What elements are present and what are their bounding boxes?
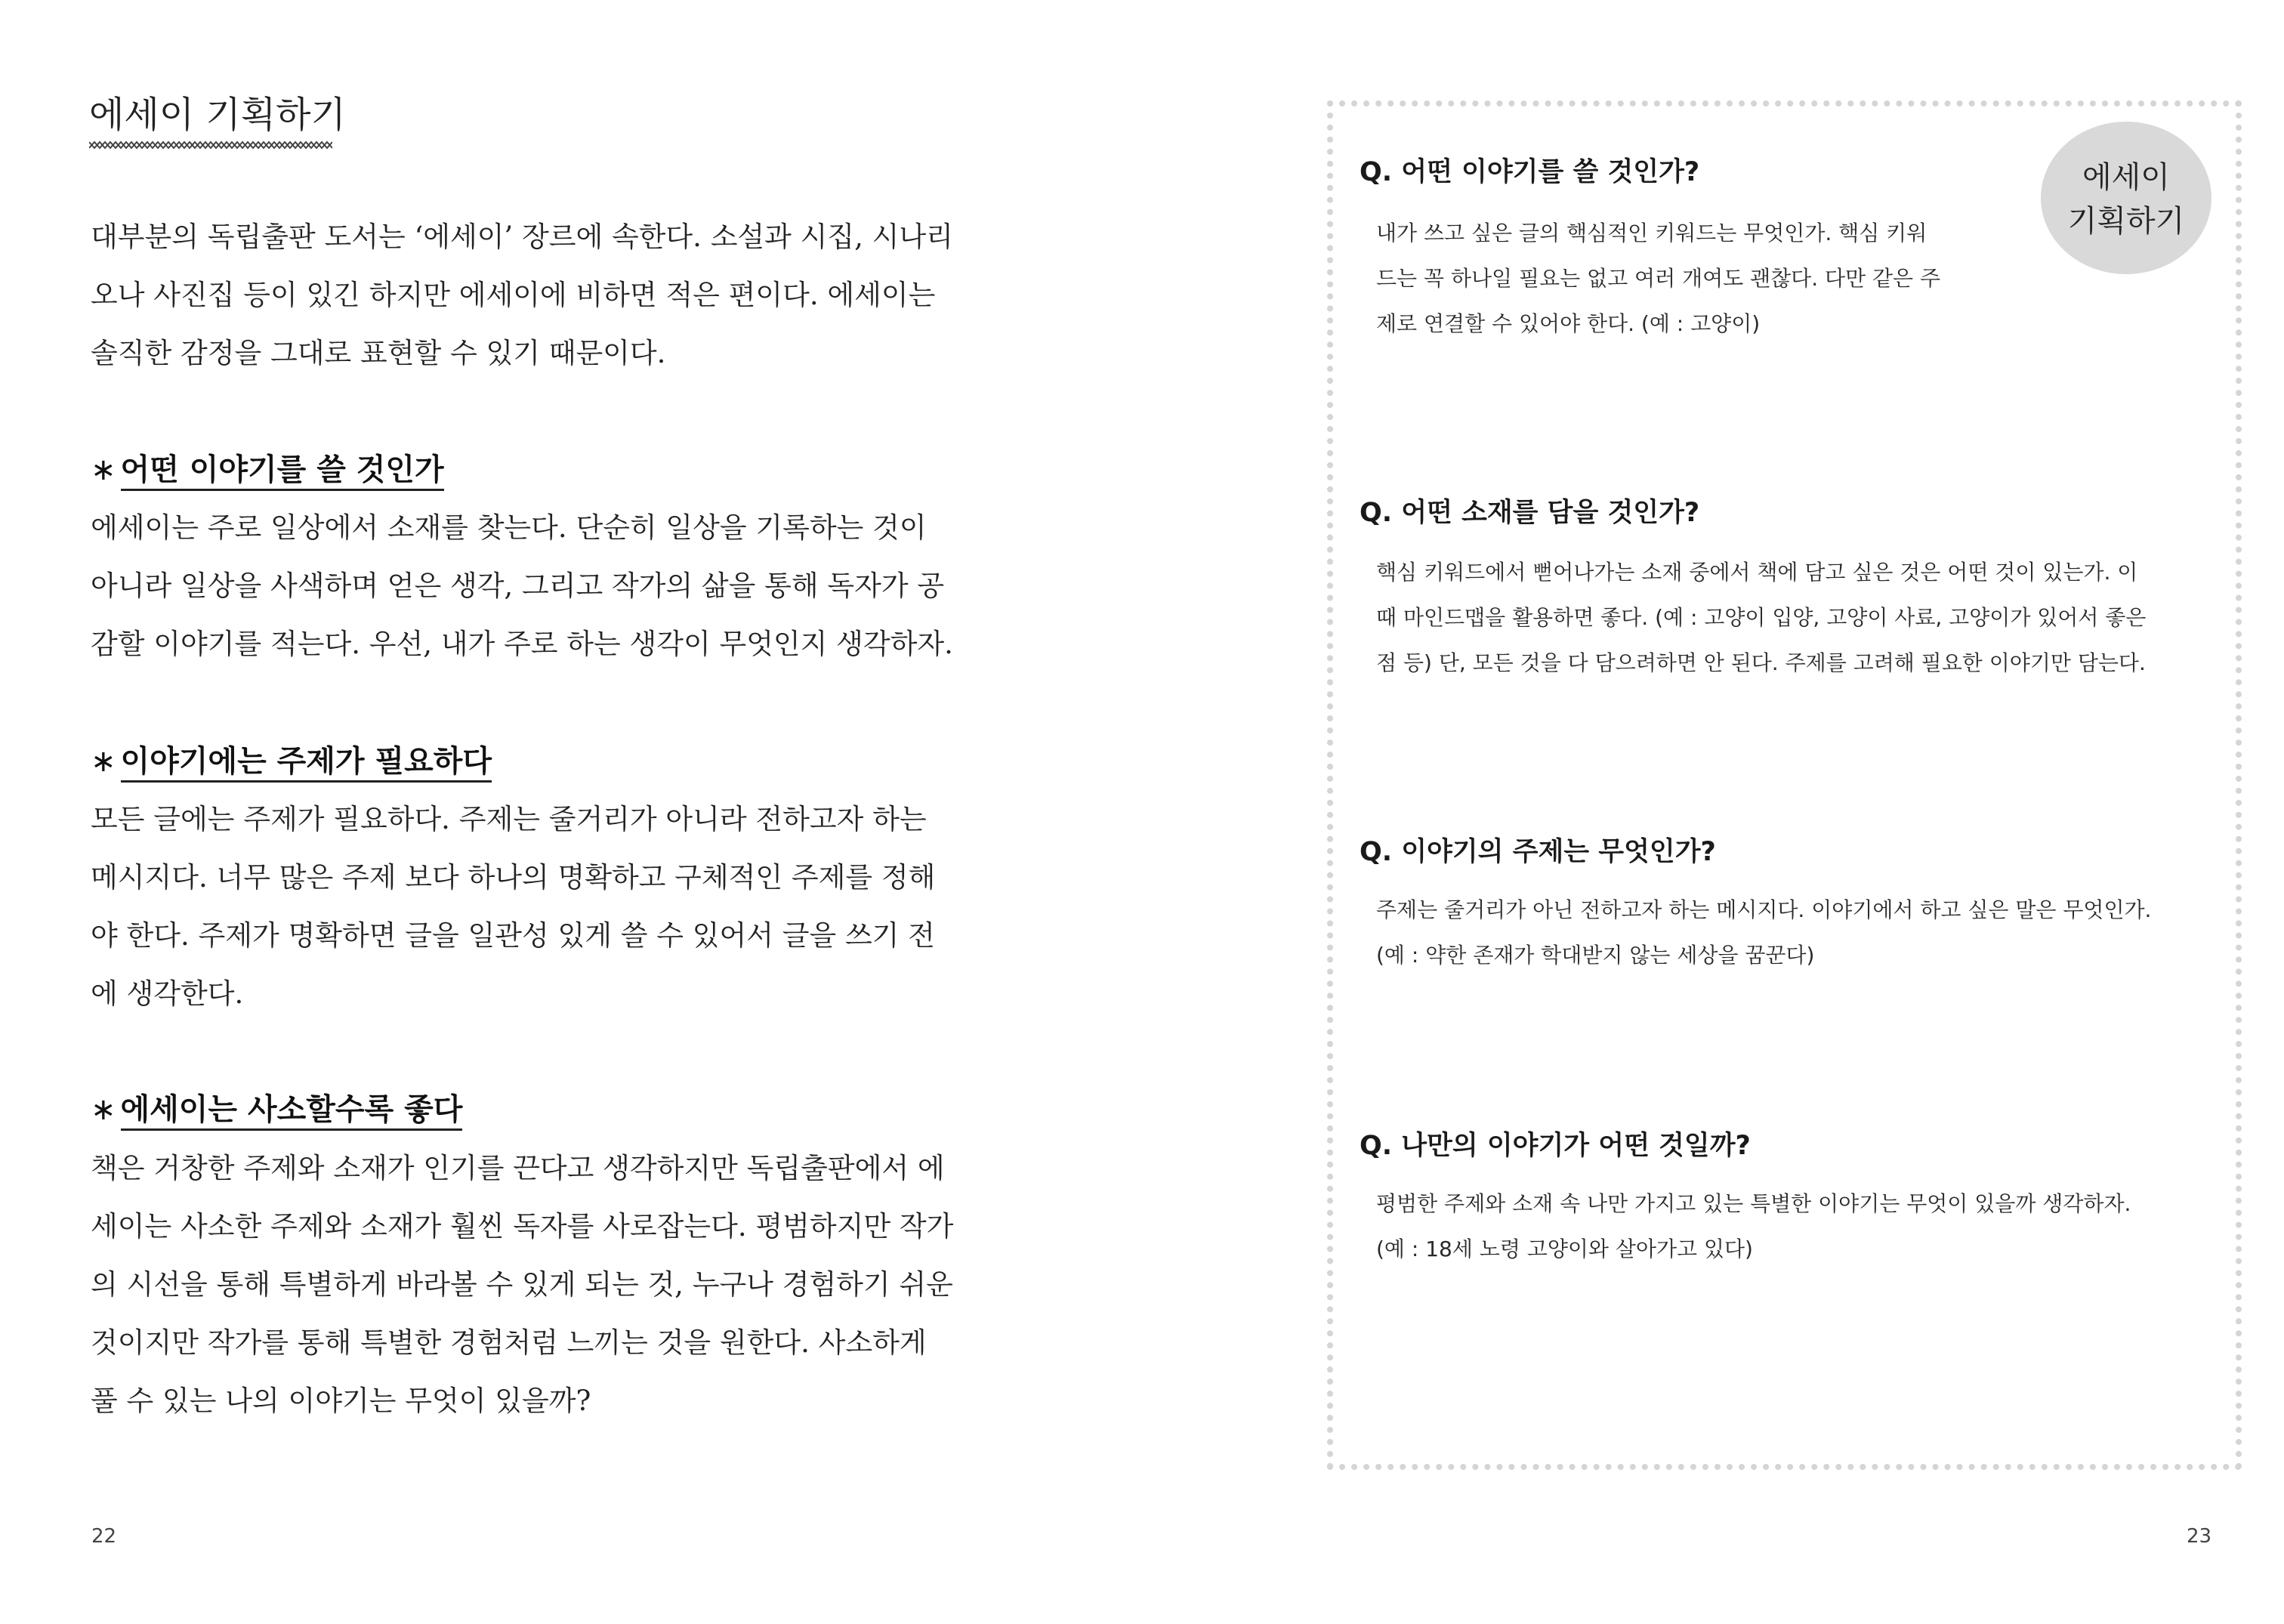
text-line: (예 : 약한 존재가 학대받지 않는 세상을 꿈꾼다) xyxy=(1376,943,1815,968)
intro-paragraph xyxy=(91,208,967,382)
text-line: 에 생각한다. xyxy=(91,977,244,1010)
question-title: Q. 나만의 이야기가 어떤 것일까? xyxy=(1360,1131,1751,1161)
section-paragraph xyxy=(91,1139,967,1430)
text-line: 에세이는 주로 일상에서 소재를 찾는다. 단순히 일상을 기록하는 것이 xyxy=(91,511,927,544)
question-body xyxy=(1376,211,1940,347)
text-line: 모든 글에는 주제가 필요하다. 주제는 줄거리가 아니라 전하고자 하는 xyxy=(91,803,927,835)
section-heading-text: 이야기에는 주제가 필요하다 xyxy=(121,744,492,783)
chapter-badge xyxy=(2041,122,2211,274)
text-line: 감할 이야기를 적는다. 우선, 내가 주로 하는 생각이 무엇인지 생각하자. xyxy=(91,628,953,660)
question-title: Q. 어떤 소재를 담을 것인가? xyxy=(1360,498,1700,528)
section-heading xyxy=(91,1088,462,1131)
text-line: 점 등) 단, 모든 것을 다 담으려하면 안 된다. 주제를 고려해 필요한 이야기만 담는다. xyxy=(1376,650,2146,675)
text-line: 오나 사진집 등이 있긴 하지만 에세이에 비하면 적은 편이다. 에세이는 xyxy=(91,279,936,311)
text-line: 드는 꼭 하나일 필요는 없고 여러 개여도 괜찮다. 다만 같은 주 xyxy=(1376,266,1941,291)
asterisk-icon: ∗ xyxy=(91,452,116,487)
text-line: 때 마인드맵을 활용하면 좋다. (예 : 고양이 입양, 고양이 사료, 고양이가 있어서 좋은 xyxy=(1376,605,2147,630)
section-paragraph xyxy=(91,790,967,1023)
text-line: 것이지만 작가를 통해 특별한 경험처럼 느끼는 것을 원한다. 사소하게 xyxy=(91,1326,927,1359)
question-body xyxy=(1376,550,2146,686)
title-zigzag-underline xyxy=(89,139,332,151)
section-paragraph xyxy=(91,499,967,673)
question-body xyxy=(1376,1181,2131,1272)
section-heading xyxy=(91,740,492,783)
text-line: 제로 연결할 수 있어야 한다. (예 : 고양이) xyxy=(1376,311,1761,336)
text-line: 메시지다. 너무 많은 주제 보다 하나의 명확하고 구체적인 주제를 정해 xyxy=(91,861,936,894)
section-heading-text: 에세이는 사소할수록 좋다 xyxy=(121,1092,463,1131)
question-title: Q. 어떤 이야기를 쓸 것인가? xyxy=(1360,157,1700,187)
page-number-left: 22 xyxy=(91,1525,117,1548)
text-line: 아니라 일상을 사색하며 얻은 생각, 그리고 작가의 삶을 통해 독자가 공 xyxy=(91,570,945,602)
asterisk-icon: ∗ xyxy=(91,744,116,779)
text-line: 평범한 주제와 소재 속 나만 가지고 있는 특별한 이야기는 무엇이 있을까 생각하자. xyxy=(1376,1191,2131,1216)
text-line: (예 : 18세 노령 고양이와 살아가고 있다) xyxy=(1376,1237,1753,1261)
text-line: 핵심 키워드에서 뻗어나가는 소재 중에서 책에 담고 싶은 것은 어떤 것이 있는가. 이 xyxy=(1376,560,2138,585)
chapter-title: 에세이 기획하기 xyxy=(89,94,346,136)
text-line: 책은 거창한 주제와 소재가 인기를 끈다고 생각하지만 독립출판에서 에 xyxy=(91,1152,945,1184)
asterisk-icon: ∗ xyxy=(91,1092,116,1127)
section-heading xyxy=(91,449,444,491)
text-line: 대부분의 독립출판 도서는 ‘에세이’ 장르에 속한다. 소설과 시집, 시나리 xyxy=(91,221,953,253)
chapter-badge-line: 에세이 xyxy=(2082,160,2170,195)
text-line: 주제는 줄거리가 아닌 전하고자 하는 메시지다. 이야기에서 하고 싶은 말은 무엇인가. xyxy=(1376,897,2152,922)
question-body xyxy=(1376,888,2151,978)
section-heading-text: 어떤 이야기를 쓸 것인가 xyxy=(121,452,444,491)
text-line: 솔직한 감정을 그대로 표현할 수 있기 때문이다. xyxy=(91,337,666,369)
text-line: 야 한다. 주제가 명확하면 글을 일관성 있게 쓸 수 있어서 글을 쓰기 전 xyxy=(91,919,935,952)
text-line: 세이는 사소한 주제와 소재가 훨씬 독자를 사로잡는다. 평범하지만 작가 xyxy=(91,1210,954,1243)
text-line: 풀 수 있는 나의 이야기는 무엇이 있을까? xyxy=(91,1385,591,1417)
text-line: 의 시선을 통해 특별하게 바라볼 수 있게 되는 것, 누구나 경험하기 쉬운 xyxy=(91,1268,953,1301)
question-title: Q. 이야기의 주제는 무엇인가? xyxy=(1360,837,1716,867)
text-line: 내가 쓰고 싶은 글의 핵심적인 키워드는 무엇인가. 핵심 키워 xyxy=(1376,221,1928,245)
chapter-badge-line: 기획하기 xyxy=(2067,204,2185,239)
page-number-right: 23 xyxy=(2187,1525,2212,1548)
